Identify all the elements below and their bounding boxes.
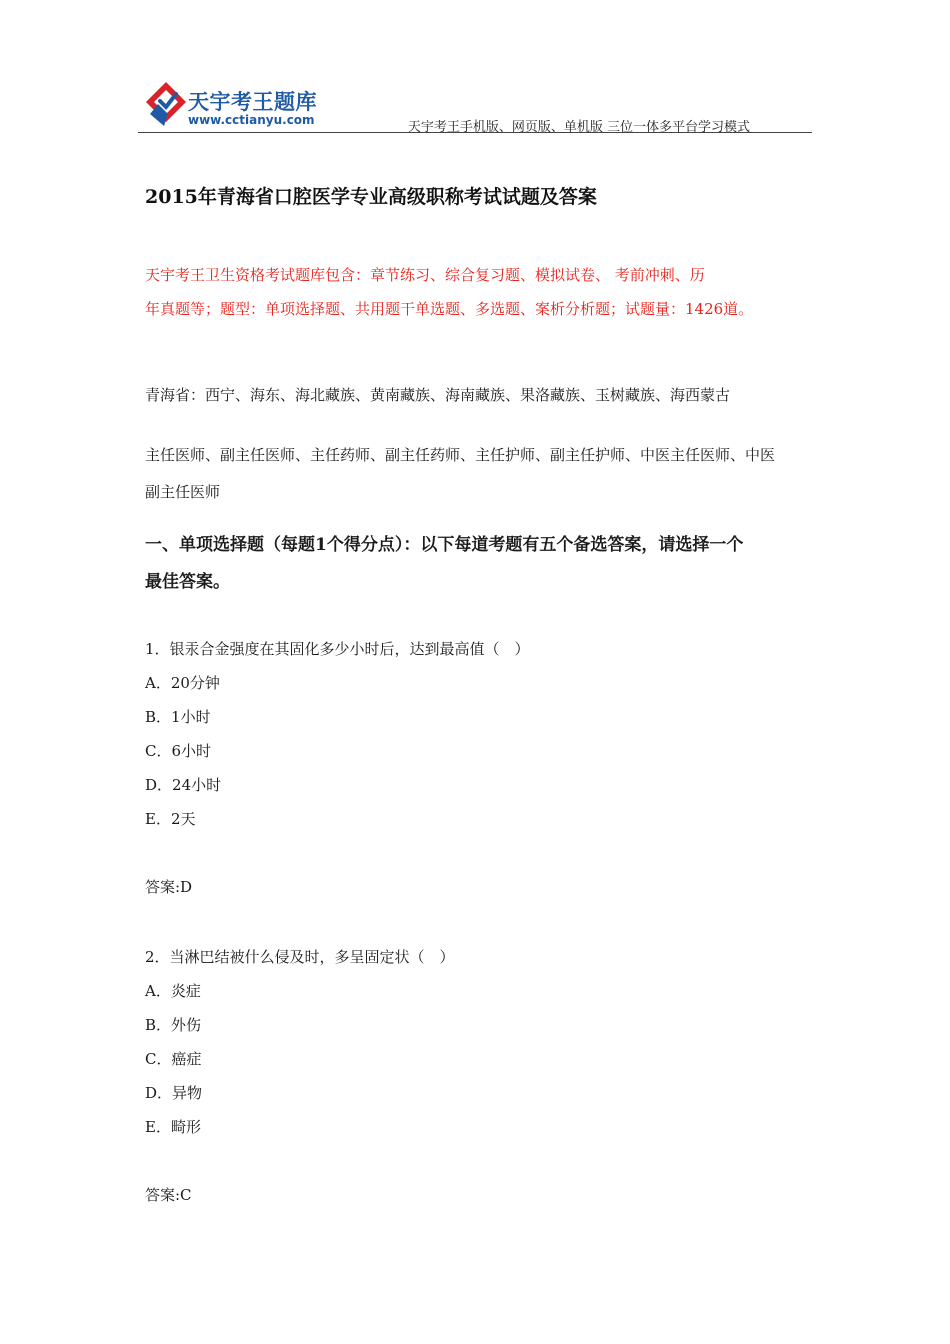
region-paragraph: 青海省：西宁、海东、海北藏族、黄南藏族、海南藏族、果洛藏族、玉树藏族、海西蒙古 — [145, 386, 731, 404]
intro-line: 天宇考王卫生资格考试题库包含：章节练习、综合复习题、模拟试卷、 考前冲刺、历 — [145, 266, 705, 284]
option-c: C．癌症 — [145, 1050, 202, 1068]
document-title: 2015年青海省口腔医学专业高级职称考试试题及答案 — [145, 186, 597, 208]
page-header — [138, 76, 812, 134]
question-stem: 1．银汞合金强度在其固化多少小时后，达到最高值（ ） — [145, 640, 530, 658]
positions-paragraph — [145, 437, 813, 511]
option-b: B．外伤 — [145, 1016, 202, 1034]
question-2 — [145, 940, 813, 1212]
logo-url[interactable]: www.cctianyu.com — [188, 113, 315, 127]
section-heading-line: 一、单项选择题（每题1个得分点）：以下每道考题有五个备选答案，请选择一个 — [145, 535, 744, 555]
header-divider — [138, 132, 812, 133]
option-b: B．1小时 — [145, 708, 211, 726]
option-d: D．异物 — [145, 1084, 203, 1102]
option-a: A．炎症 — [145, 982, 201, 1000]
question-stem: 2．当淋巴结被什么侵及时，多呈固定状（ ） — [145, 948, 455, 966]
option-a: A．20分钟 — [145, 674, 220, 692]
logo-icon — [144, 80, 188, 128]
option-e: E．2天 — [145, 810, 196, 828]
question-1 — [145, 632, 813, 904]
option-d: D．24小时 — [145, 776, 222, 794]
intro-line: 年真题等；题型：单项选择题、共用题干单选题、多选题、案析分析题；试题量：1426道。 — [145, 300, 754, 318]
positions-line: 副主任医师 — [145, 483, 221, 501]
answer-text: 答案:D — [145, 878, 193, 896]
option-c: C．6小时 — [145, 742, 212, 760]
intro-paragraph — [145, 258, 813, 326]
section-heading — [145, 527, 813, 601]
logo-title: 天宇考王题库 — [188, 90, 317, 114]
positions-line: 主任医师、副主任医师、主任药师、副主任药师、主任护师、副主任护师、中医主任医师、中医 — [145, 446, 776, 464]
option-e: E．畸形 — [145, 1118, 201, 1136]
answer-text: 答案:C — [145, 1186, 192, 1204]
section-heading-line: 最佳答案。 — [145, 572, 230, 592]
header-tagline: 天宇考王手机版、网页版、单机版 三位一体多平台学习模式 — [407, 120, 750, 135]
